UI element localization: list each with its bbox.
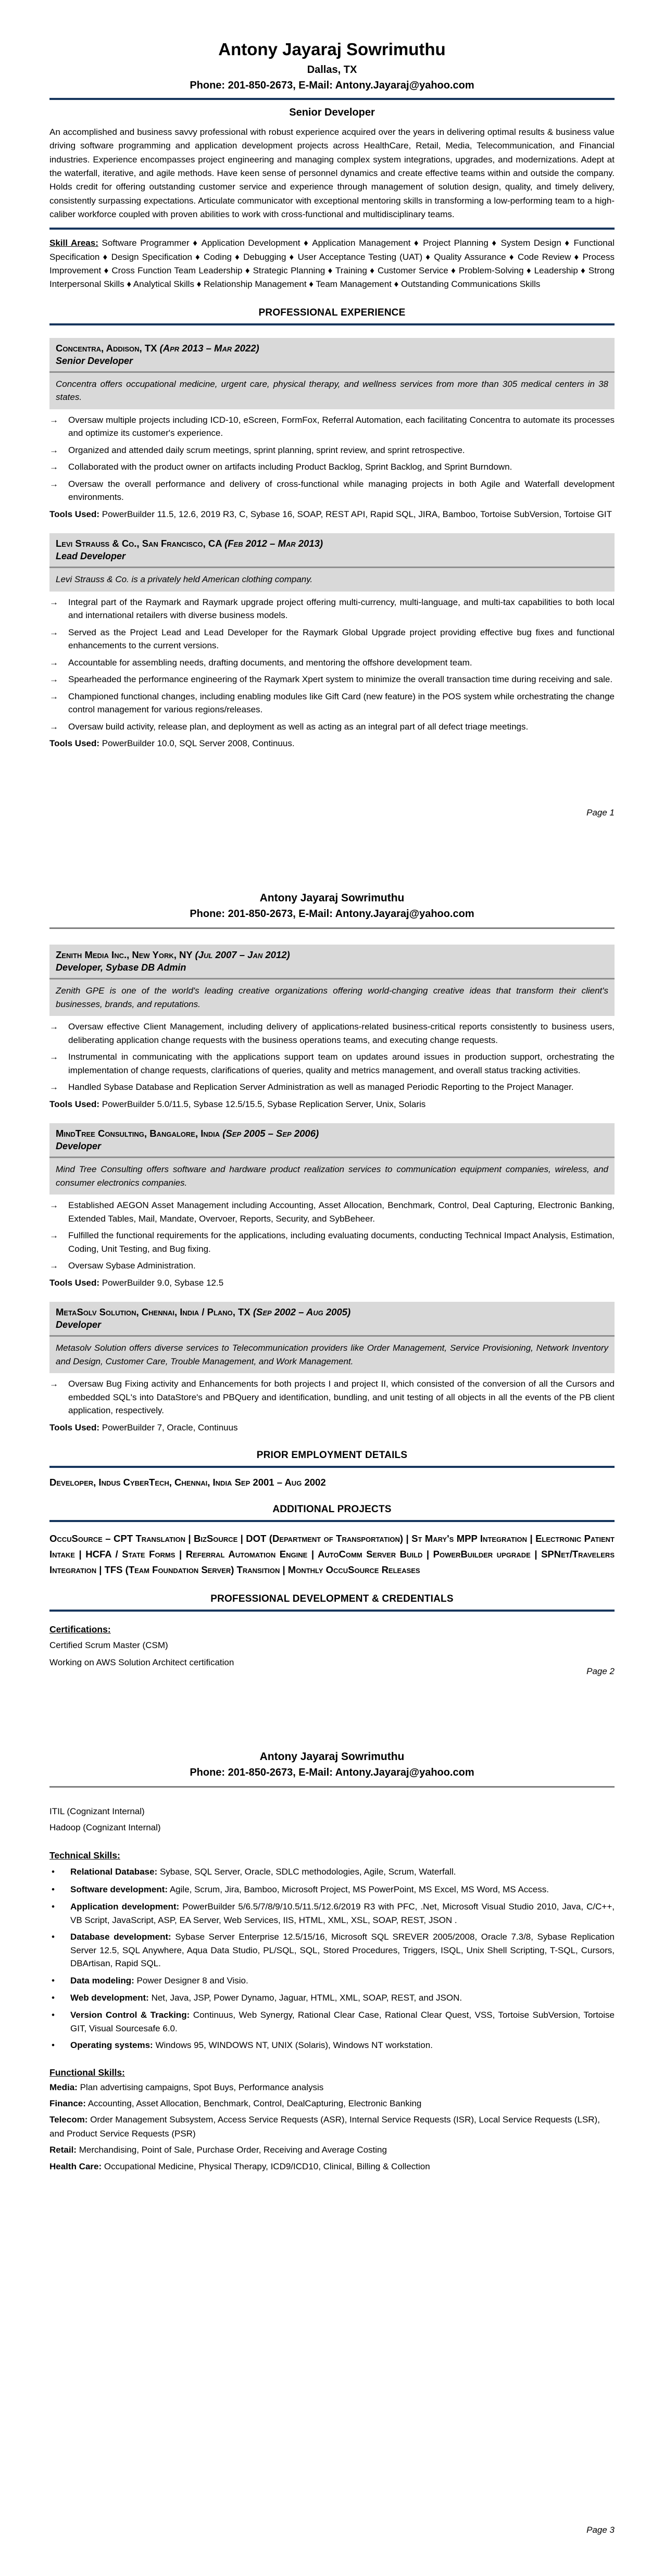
company-line: [56, 343, 608, 354]
functional-skills-label: Functional Skills:: [49, 2067, 125, 2078]
list-item: [49, 1883, 615, 1896]
dot-bullet-icon: •: [52, 1975, 55, 1986]
arrow-bullet-icon: →: [49, 462, 58, 472]
job-divider: [49, 1157, 615, 1158]
company-description: Levi Strauss & Co. is a privately held American clothing company.: [56, 574, 313, 585]
development-rule: [49, 1610, 615, 1612]
header-rule: [49, 927, 615, 929]
prior-employment-line: Developer, Indus CyberTech, Chennai, India Sep 2001 – Aug 2002: [49, 1477, 326, 1488]
list-item: → Organized and attended daily scrum meetings, sprint planning, sprint review, and sprint retrospective.: [49, 444, 615, 457]
arrow-bullet-icon: →: [49, 414, 58, 425]
tools-used-line: [49, 1276, 615, 1290]
job-role: Developer: [56, 1141, 102, 1151]
job-role: Developer, Sybase DB Admin: [56, 962, 186, 973]
list-item: → Oversaw Bug Fixing activity and Enhancements for both projects I and project II, which consisted of the conversion of all the Cursors and embedded SQL's into DataStore's and PBQuery and identification, bundling, and unit testing of all objects in all the events of the PB client application, respectively.: [49, 1377, 615, 1417]
job-bullet-list: [49, 596, 615, 734]
candidate-location: Dallas, TX: [307, 64, 357, 76]
tools-used-line: [49, 1421, 615, 1435]
arrow-bullet-icon: →: [49, 674, 58, 685]
list-item: → Collaborated with the product owner on artifacts including Product Backlog, Sprint Backlog, and Sprint Burndown.: [49, 460, 615, 474]
employment-dates: (Apr 2013 – Mar 2022): [159, 342, 259, 354]
job-header-block: [49, 1302, 615, 1373]
arrow-bullet-icon: →: [49, 691, 58, 701]
arrow-bullet-icon: →: [49, 657, 58, 668]
dot-bullet-icon: •: [52, 1884, 55, 1894]
tech-skill-label: Relational Database:: [70, 1867, 158, 1877]
tech-skill-text: Power Designer 8 and Visio.: [136, 1975, 248, 1986]
tech-skill-label: Data modeling:: [70, 1975, 134, 1986]
contact-line: Phone: 201-850-2673, E-Mail: Antony.Jayaraj@yahoo.com: [190, 80, 474, 91]
tech-skill-label: Web development:: [70, 1992, 149, 2003]
list-item: → Oversaw the overall performance and delivery of cross-functional while managing projects in both Agile and Waterfall development environments.: [49, 477, 615, 504]
tools-text: PowerBuilder 10.0, SQL Server 2008, Continuus.: [102, 738, 295, 749]
tech-skill-label: Version Control & Tracking:: [70, 2010, 190, 2020]
list-item: [49, 1865, 615, 1879]
arrow-bullet-icon: →: [49, 1052, 58, 1062]
tools-text: PowerBuilder 11.5, 12.6, 2019 R3, C, Sybase 16, SOAP, REST API, Rapid SQL, JIRA, Bamboo, Tortoise SubVersion, Tortoise GIT: [102, 509, 612, 519]
tools-text: PowerBuilder 7, Oracle, Continuus: [102, 1422, 238, 1432]
dot-bullet-icon: •: [52, 2010, 55, 2020]
resume-title: Senior Developer: [289, 107, 375, 118]
company-line: [56, 538, 608, 549]
tech-skill-label: Application development:: [70, 1902, 180, 1912]
additional-projects-rule: [49, 1520, 615, 1522]
skill-areas-text: Software Programmer ♦ Application Development ♦ Application Management ♦ Project Planning ♦ System Design ♦ Functional Specification ♦ Design Specification ♦ Coding ♦ Debugging ♦ User Acceptance Testing (UAT) ♦ Quality Assurance ♦ Code Review ♦ Process Improvement ♦ Cross Function Team Leadership ♦ Strategic Planning ♦ Training ♦ Customer Service ♦ Problem-Solving ♦ Leadership ♦ Strong Interpersonal Skills ♦ Analytical Skills ♦ Relationship Management ♦ Team Management ♦ Outstanding Communications Skills: [49, 238, 615, 290]
list-item: [49, 1930, 615, 1970]
job-header-block: [49, 533, 615, 592]
employment-dates: (Feb 2012 – Mar 2013): [224, 538, 323, 549]
job-bullet-list: [49, 1020, 615, 1094]
job-header-block: [49, 1123, 615, 1195]
job-role: Senior Developer: [56, 355, 133, 366]
arrow-bullet-icon: →: [49, 1261, 58, 1271]
functional-skill-line: Retail: Merchandising, Point of Sale, Purchase Order, Receiving and Average Costing: [49, 2145, 387, 2155]
skill-areas-paragraph: [49, 236, 615, 291]
list-item: [49, 1900, 615, 1927]
certifications-label: Certifications:: [49, 1624, 111, 1635]
page-number: Page 1: [586, 808, 615, 818]
employment-dates: (Sep 2005 – Sep 2006): [222, 1128, 319, 1139]
job-divider: [49, 978, 615, 979]
job-divider: [49, 1335, 615, 1337]
dot-bullet-icon: •: [52, 1932, 55, 1942]
list-item: → Oversaw build activity, release plan, and deployment as well as acting as an integral part of all defect triage meetings.: [49, 720, 615, 734]
list-item: → Handled Sybase Database and Replication Server Administration as well as managed Periodic Reporting to the Project Manager.: [49, 1080, 615, 1094]
internal-certification-item: ITIL (Cognizant Internal): [49, 1806, 145, 1816]
tech-skill-text: Agile, Scrum, Jira, Bamboo, Microsoft Project, MS PowerPoint, MS Excel, MS Word, MS Access.: [169, 1884, 549, 1894]
job-header-block: [49, 338, 615, 409]
tools-used-line: [49, 508, 615, 521]
list-item: → Championed functional changes, including enabling modules like Gift Card (new feature) in the POS system while orchestrating the change control management for various regions/releases.: [49, 690, 615, 717]
job-role: Lead Developer: [56, 551, 126, 562]
arrow-bullet-icon: →: [49, 721, 58, 732]
additional-projects-text: OccuSource – CPT Translation | BizSource | DOT (Department of Transportation) | St Mary's MPP Integration | Electronic Patient Intake | HCFA / State Forms | Referral Automation Engine | AutoComm Server Build | PowerBuilder upgrade | SPNet/Travelers Integration | TFS (Team Foundation Server) Transition | Monthly OccuSource Releases: [49, 1533, 615, 1575]
skills-rule: [49, 228, 615, 230]
tech-skill-label: Database development:: [70, 1932, 171, 1942]
resume-page-1: [0, 0, 664, 859]
tech-skill-text: PowerBuilder 5/6.5/7/8/9/10.5/11.5/12.6/2019 R3 with PFC, .Net, Microsoft Visual Studio 2010, Java, C/C++, VB Script, JavaScript, ASP, EA Server, Web Services, IIS, HTML, XML, XSL, SOAP, REST, JSON .: [70, 1902, 615, 1925]
list-item: → Oversaw Sybase Administration.: [49, 1259, 615, 1273]
job-bullet-list: [49, 413, 615, 504]
skill-areas-label: Skill Areas:: [49, 238, 98, 248]
company-name: Zenith Media Inc., New York, NY: [56, 949, 193, 960]
list-item: [49, 2008, 615, 2035]
tech-skill-text: Windows 95, WINDOWS NT, UNIX (Solaris), Windows NT workstation.: [155, 2040, 433, 2051]
technical-skills-list: [49, 1865, 615, 2052]
functional-skill-line: Media: Plan advertising campaigns, Spot Buys, Performance analysis: [49, 2082, 324, 2092]
candidate-name: Antony Jayaraj Sowrimuthu: [259, 1751, 405, 1763]
dot-bullet-icon: •: [52, 1992, 55, 2003]
job-zenith-media: [49, 945, 615, 1111]
company-name: MetaSolv Solution, Chennai, India / Plano, TX: [56, 1306, 250, 1317]
tools-label: Tools Used:: [49, 509, 100, 519]
tools-text: PowerBuilder 5.0/11.5, Sybase 12.5/15.5, Sybase Replication Server, Unix, Solaris: [102, 1099, 426, 1109]
company-name: MindTree Consulting, Bangalore, India: [56, 1128, 220, 1139]
tools-label: Tools Used:: [49, 1099, 100, 1109]
certification-item: Certified Scrum Master (CSM): [49, 1640, 168, 1650]
company-name: Levi Strauss & Co., San Francisco, CA: [56, 538, 222, 549]
section-heading-experience: PROFESSIONAL EXPERIENCE: [258, 307, 406, 318]
candidate-name: Antony Jayaraj Sowrimuthu: [259, 892, 405, 904]
section-heading-development: PROFESSIONAL DEVELOPMENT & CREDENTIALS: [210, 1593, 454, 1604]
contact-line: Phone: 201-850-2673, E-Mail: Antony.Jayaraj@yahoo.com: [190, 1767, 474, 1778]
technical-skills-label: Technical Skills:: [49, 1850, 120, 1861]
company-description: Metasolv Solution offers diverse services to Telecommunication providers like Order Management, Service Provisioning, Network Inventory and Design, Customer Care, Trouble Management, and Work Management.: [56, 1343, 608, 1366]
employment-dates: (Jul 2007 – Jan 2012): [195, 949, 290, 960]
job-divider: [49, 567, 615, 568]
company-line: [56, 949, 608, 961]
list-item: → Fulfilled the functional requirements for the applications, including evaluating documents, conducting Technical Impact Analysis, Estimation, Coding, Unit Testing, and Bug fixing.: [49, 1229, 615, 1255]
arrow-bullet-icon: →: [49, 627, 58, 637]
list-item: [49, 1991, 615, 2005]
job-header-block: [49, 945, 615, 1016]
tools-label: Tools Used:: [49, 1422, 100, 1432]
job-divider: [49, 371, 615, 373]
internal-certification-item: Hadoop (Cognizant Internal): [49, 1823, 161, 1833]
resume-page-3: [0, 1717, 664, 2576]
tech-skill-text: Sybase, SQL Server, Oracle, SDLC methodologies, Agile, Scrum, Waterfall.: [159, 1867, 456, 1877]
tools-text: PowerBuilder 9.0, Sybase 12.5: [102, 1277, 224, 1288]
company-line: [56, 1128, 608, 1139]
contact-line: Phone: 201-850-2673, E-Mail: Antony.Jayaraj@yahoo.com: [190, 908, 474, 920]
page-number: Page 2: [586, 1666, 615, 1676]
candidate-name: Antony Jayaraj Sowrimuthu: [218, 40, 446, 59]
functional-skill-line: Telecom: Order Management Subsystem, Access Service Requests (ASR), Internal Service Requests (ISR), Local Service Requests (LSR), and Product Service Requests (PSR): [49, 2114, 600, 2139]
job-mindtree: [49, 1123, 615, 1289]
job-role: Developer: [56, 1320, 102, 1330]
summary-paragraph: An accomplished and business savvy professional with robust experience acquired over the years in delivering optimal results & business value driving software programming and application development projects across HealthCare, Retail, Media, Telecommunication, and Financial industries. Experience encompasses project engineering and managing complex system integrations, upgrades, and modernizations. Adept at the waterfall, iterative, and agile methods. Have keen sense of personnel dynamics and create effective teams within and outside the company. Holds credit for offering outstanding customer service and experience through management of solution design, quality, and timely delivery, consistently surpassing expectations. Articulate communicator with exceptional mentoring skills in transforming a low-performing team to a high-caliber workforce coupled with proven abilities to work with cross-functional and multidisciplinary teams.: [49, 127, 615, 220]
header-rule: [49, 98, 615, 100]
functional-skills-section: [49, 2067, 615, 2173]
prior-employment-rule: [49, 1466, 615, 1468]
dot-bullet-icon: •: [52, 1867, 55, 1877]
job-bullet-list: [49, 1377, 615, 1417]
list-item: → Served as the Project Lead and Lead Developer for the Raymark Global Upgrade project providing effective bug fixes and functional enhancements to the current versions.: [49, 626, 615, 652]
employment-dates: (Sep 2002 – Aug 2005): [253, 1306, 351, 1317]
dot-bullet-icon: •: [52, 1902, 55, 1912]
arrow-bullet-icon: →: [49, 1230, 58, 1240]
resume-page-2: [0, 859, 664, 1717]
list-item: → Oversaw effective Client Management, including delivery of applications-related business-critical reports consistently to business users, deliberating application change requests with the business operations teams, and executing change requests.: [49, 1020, 615, 1047]
list-item: → Accountable for assembling needs, drafting documents, and mentoring the offshore development team.: [49, 656, 615, 670]
experience-rule: [49, 323, 615, 325]
job-bullet-list: [49, 1199, 615, 1273]
list-item: → Instrumental in communicating with the applications support team on updates around issues in production support, orchestrating the implementation of change requests, clarifications of queries, quality and metrics management, and overall status tracking activities.: [49, 1050, 615, 1077]
dot-bullet-icon: •: [52, 2040, 55, 2051]
list-item: → Oversaw multiple projects including ICD-10, eScreen, FormFox, Referral Automation, each facilitating Concentra to automate its processes and optimize its customer's experience.: [49, 413, 615, 440]
arrow-bullet-icon: →: [49, 1200, 58, 1210]
arrow-bullet-icon: →: [49, 1022, 58, 1032]
job-levi-strauss: [49, 533, 615, 750]
company-line: [56, 1306, 608, 1318]
list-item: → Established AEGON Asset Management including Accounting, Asset Allocation, Benchmark, Control, Deal Capturing, Electronic Banking, Extended Tables, Mail, Mandate, Overvoer, Reports, Security, and SybBeheer.: [49, 1199, 615, 1225]
arrow-bullet-icon: →: [49, 1082, 58, 1092]
job-concentra: [49, 338, 615, 521]
certification-item: Working on AWS Solution Architect certification: [49, 1657, 234, 1668]
functional-skill-line: Health Care: Occupational Medicine, Physical Therapy, ICD9/ICD10, Clinical, Billing & Collection: [49, 2161, 430, 2171]
list-item: [49, 1974, 615, 1988]
tools-label: Tools Used:: [49, 1277, 100, 1288]
header-rule: [49, 1786, 615, 1788]
section-heading-additional-projects: ADDITIONAL PROJECTS: [272, 1504, 392, 1515]
tech-skill-text: Net, Java, JSP, Power Dynamo, Jaguar, HTML, XML, SOAP, REST, and JSON.: [151, 1992, 462, 2003]
arrow-bullet-icon: →: [49, 597, 58, 607]
company-name: Concentra, Addison, TX: [56, 342, 157, 354]
arrow-bullet-icon: →: [49, 479, 58, 489]
tech-skill-text: Sybase Server Enterprise 12.5/15/16, Microsoft SQL SREVER 2005/2008, Oracle 7.3/8, Sybase Replication Server 12.5, SQL Anywhere, Aqua Data Studio, PL/SQL, SQL, Stored Procedures, Triggers, ISQL, Unix Shell Scripting, T-SQL, Cursors, DBArtisan, Rapid SQL.: [70, 1932, 615, 1969]
tech-skill-text: Continuus, Web Synergy, Rational Clear Case, Rational Clear Quest, VSS, Tortoise SubVersion, Tortoise GIT, Visual Sourcesafe 6.0.: [70, 2010, 615, 2033]
tech-skill-label: Software development:: [70, 1884, 168, 1894]
list-item: → Integral part of the Raymark and Raymark upgrade project offering multi-currency, multi-language, and multi-tax capabilities to both local and international retailers with diverse business models.: [49, 596, 615, 622]
section-heading-prior-employment: PRIOR EMPLOYMENT DETAILS: [256, 1450, 408, 1461]
company-description: Concentra offers occupational medicine, urgent care, physical therapy, and wellness services from more than 305 medical centers in 38 states.: [56, 379, 608, 403]
company-description: Zenith GPE is one of the world's leading creative organizations offering world-changing creative ideas that transform their client's businesses, brands, and reputations.: [56, 986, 608, 1009]
tools-used-line: [49, 1098, 615, 1111]
arrow-bullet-icon: →: [49, 1379, 58, 1389]
company-description: Mind Tree Consulting offers software and hardware product realization services to communication equipment companies, wireless, and consumer electronics companies.: [56, 1164, 608, 1188]
list-item: [49, 2039, 615, 2052]
page-number: Page 3: [586, 2525, 615, 2535]
arrow-bullet-icon: →: [49, 445, 58, 455]
job-metasolv: [49, 1302, 615, 1434]
tools-used-line: [49, 737, 615, 750]
list-item: → Spearheaded the performance engineering of the Raymark Xpert system to minimize the overall transaction time during receiving and sale.: [49, 673, 615, 686]
tools-label: Tools Used:: [49, 738, 100, 749]
tech-skill-label: Operating systems:: [70, 2040, 153, 2051]
functional-skill-line: Finance: Accounting, Asset Allocation, Benchmark, Control, DealCapturing, Electronic Banking: [49, 2098, 422, 2108]
